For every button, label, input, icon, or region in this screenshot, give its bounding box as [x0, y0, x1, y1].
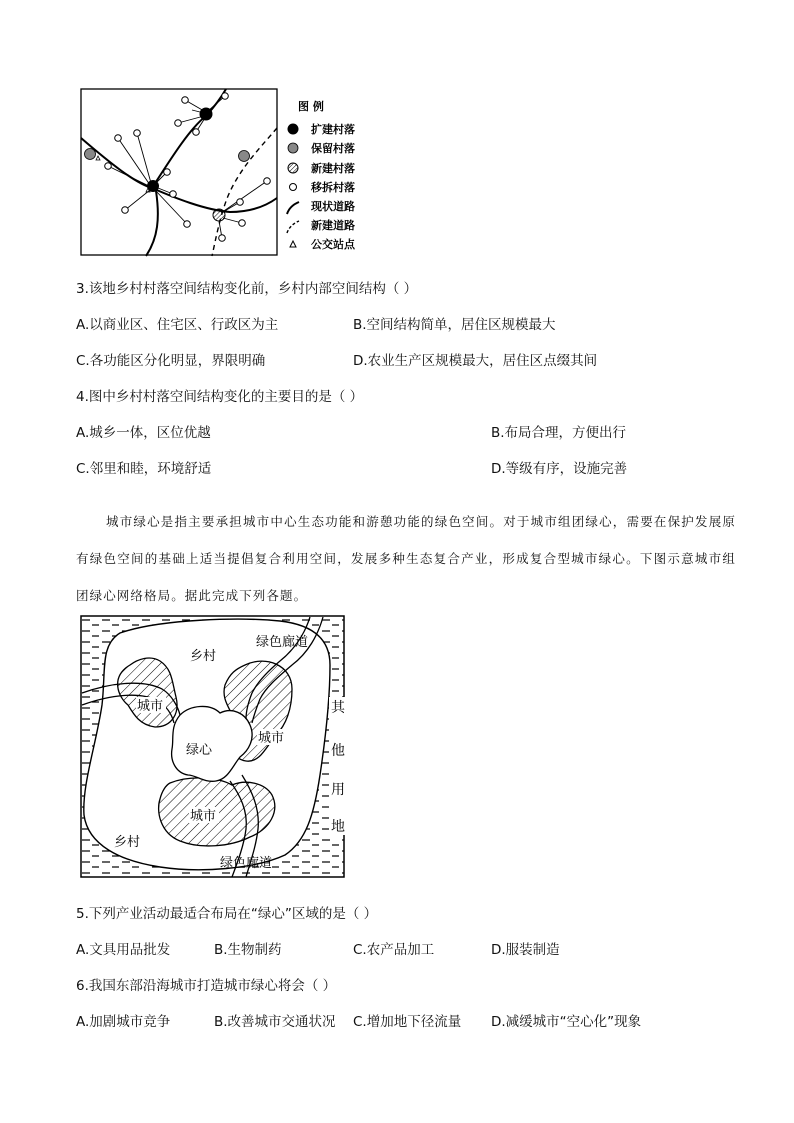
legend-retained-icon — [288, 143, 298, 153]
question-6-option-c: C.增加地下径流量 — [353, 1014, 462, 1030]
legend-relocated-icon — [290, 184, 297, 191]
question-4-option-d: D.等级有序，设施完善 — [491, 461, 628, 477]
legend-label: 新建村落 — [311, 162, 355, 175]
question-4-option-a: A.城乡一体，区位优越 — [76, 425, 211, 441]
question-5-option-b: B.生物制药 — [214, 942, 282, 958]
map-legend — [287, 99, 356, 251]
legend-title: 图 例 — [298, 100, 324, 113]
legend-bus-stop-icon — [290, 241, 296, 247]
legend-label: 移拆村落 — [311, 181, 355, 194]
city-label-bottom: 城市 — [190, 809, 217, 824]
label-backing — [329, 697, 346, 835]
question-6-option-b: B.改善城市交通状况 — [214, 1014, 336, 1030]
other-land-label-char: 用 — [331, 782, 345, 798]
map-frame — [81, 89, 277, 255]
question-3-option-a: A.以商业区、住宅区、行政区为主 — [76, 317, 279, 333]
question-6-option-a: A.加剧城市竞争 — [76, 1014, 171, 1030]
legend-new-village-icon — [288, 163, 298, 173]
legend-new-road-icon — [287, 221, 299, 233]
legend-label: 公交站点 — [311, 238, 355, 251]
question-5-option-d: D.服装制造 — [491, 942, 560, 958]
question-5-stem: 5.下列产业活动最适合布局在“绿心”区域的是（ ） — [76, 906, 378, 922]
retained-village-1 — [85, 149, 96, 160]
question-3-option-d: D.农业生产区规模最大，居住区点缀其间 — [353, 353, 598, 369]
question-4-option-c: C.邻里和睦，环境舒适 — [76, 461, 212, 477]
bus-stop-1 — [96, 156, 100, 160]
relocation-arrows — [108, 96, 267, 238]
other-land-label-char: 他 — [331, 743, 345, 759]
question-3-stem: 3.该地乡村村落空间结构变化前，乡村内部空间结构（ ） — [76, 281, 418, 297]
city-label-right: 城市 — [258, 731, 285, 746]
question-3-option-b: B.空间结构简单，居住区规模最大 — [353, 317, 556, 333]
village-layout-map — [80, 88, 370, 258]
legend-label: 保留村落 — [311, 142, 355, 155]
question-6-option-d: D.减缓城市“空心化”现象 — [491, 1014, 642, 1030]
question-4-option-b: B.布局合理，方便出行 — [491, 425, 627, 441]
question-5-option-c: C.农产品加工 — [353, 942, 435, 958]
city-label-left: 城市 — [137, 699, 164, 714]
question-5-option-a: A.文具用品批发 — [76, 942, 171, 958]
village-label-bottom: 乡村 — [114, 835, 141, 850]
retained-village-2 — [239, 151, 250, 162]
other-land-label-char: 地 — [331, 819, 345, 835]
legend-label: 现状道路 — [311, 200, 355, 213]
green-heart-network-map — [80, 615, 346, 879]
village-label-top: 乡村 — [190, 649, 217, 664]
existing-roads — [81, 89, 277, 256]
green-heart-label: 绿心 — [186, 743, 213, 758]
legend-label: 扩建村落 — [311, 123, 355, 136]
other-land-label-char: 其 — [331, 700, 345, 716]
question-6-stem: 6.我国东部沿海城市打造城市绿心将会（ ） — [76, 978, 337, 994]
question-4-stem: 4.图中乡村村落空间结构变化的主要目的是（ ） — [76, 389, 364, 405]
expanded-village-1 — [200, 108, 213, 121]
legend-expanded-icon — [288, 124, 299, 135]
corridor-label-top: 绿色廊道 — [256, 635, 309, 650]
corridor-label-bottom: 绿色廊道 — [220, 856, 273, 871]
legend-road-icon — [287, 202, 299, 214]
new-village — [213, 209, 225, 221]
reading-passage: 城市绿心是指主要承担城市中心生态功能和游憩功能的绿色空间。对于城市组团绿心，需要在保护发展原有绿色空间的基础上适当提倡复合利用空间，发展多种生态复合产业，形成复合型城市绿心。下图示意城市组团绿心网络格局。据此完成下列各题。 — [76, 514, 736, 603]
legend-label: 新建道路 — [311, 219, 355, 232]
question-3-option-c: C.各功能区分化明显，界限明确 — [76, 353, 266, 369]
relocated-villages — [105, 93, 271, 242]
